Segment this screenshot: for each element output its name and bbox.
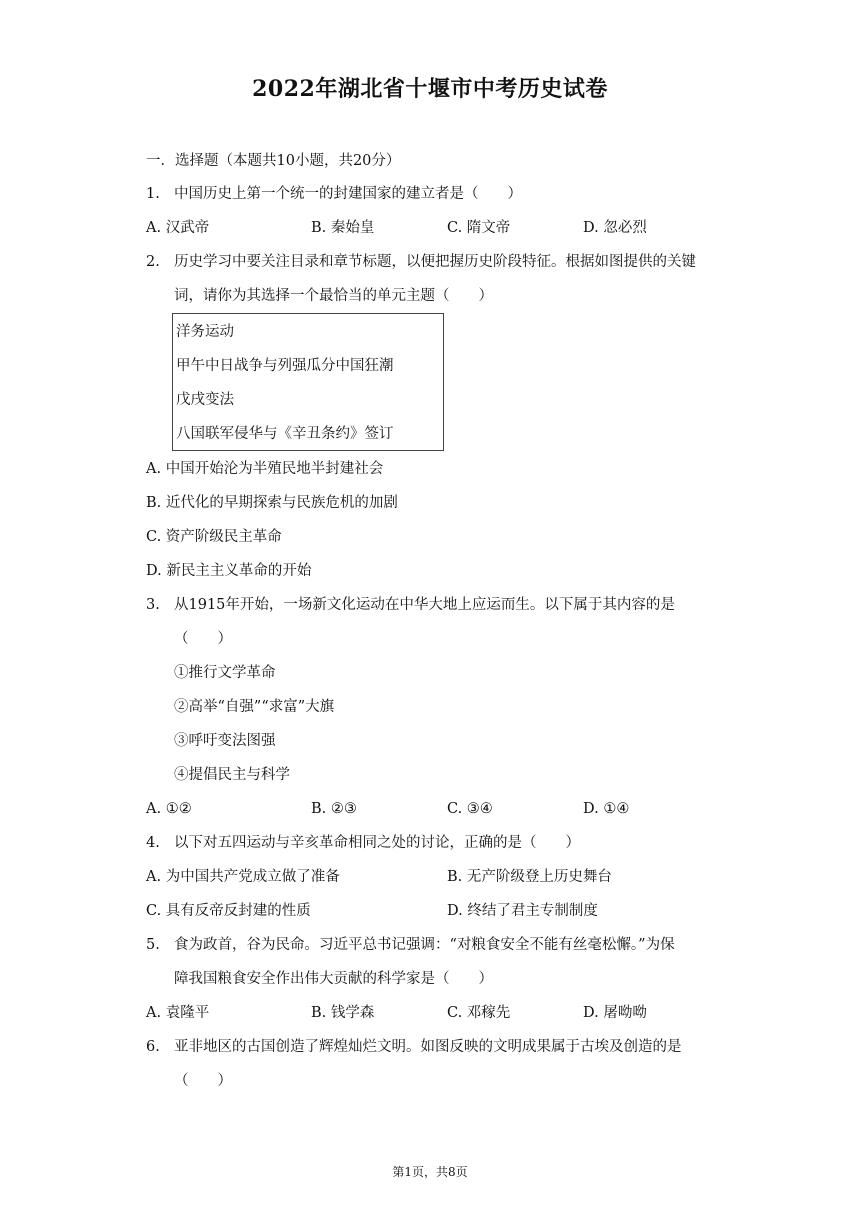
question-4-option-d[interactable]: D. 终结了君主专制制度 (447, 903, 598, 919)
question-3-item: ③呼吁变法图强 (174, 733, 276, 749)
keyword-box-item: 甲午中日战争与列强瓜分中国狂潮 (176, 358, 394, 374)
question-2-stem-line-2: 词，请你为其选择一个最恰当的单元主题（ ） (174, 288, 493, 304)
question-1-option-c[interactable]: C. 隋文帝 (447, 220, 511, 236)
question-4-option-b[interactable]: B. 无产阶级登上历史舞台 (447, 869, 612, 885)
question-4-stem: 以下对五四运动与辛亥革命相同之处的讨论，正确的是（ ） (174, 835, 580, 851)
question-5-option-b[interactable]: B. 钱学森 (311, 1005, 375, 1021)
question-4-option-a[interactable]: A. 为中国共产党成立做了准备 (146, 869, 340, 885)
question-3-stem-line-2: （ ） (174, 631, 232, 647)
page-footer: 第1页，共8页 (392, 1165, 468, 1179)
question-2-option-d[interactable]: D. 新民主主义革命的开始 (146, 563, 312, 579)
question-5-option-c[interactable]: C. 邓稼先 (447, 1005, 511, 1021)
question-3-option-b[interactable]: B. ②③ (311, 801, 357, 817)
question-3-stem-line-1: 从1915年开始，一场新文化运动在中华大地上应运而生。以下属于其内容的是 (174, 597, 675, 613)
keyword-box-item: 洋务运动 (176, 324, 234, 340)
question-1-stem: 中国历史上第一个统一的封建国家的建立者是（ ） (174, 186, 522, 202)
question-2-stem-line-1: 历史学习中要关注目录和章节标题，以便把握历史阶段特征。根据如图提供的关键 (174, 254, 696, 270)
question-1-number: 1. (146, 186, 160, 202)
keyword-box (172, 313, 444, 451)
question-6-stem-line-1: 亚非地区的古国创造了辉煌灿烂文明。如图反映的文明成果属于古埃及创造的是 (174, 1039, 682, 1055)
question-2-option-c[interactable]: C. 资产阶级民主革命 (146, 529, 282, 545)
question-3-item: ④提倡民主与科学 (174, 767, 290, 783)
question-5-number: 5. (146, 937, 160, 953)
question-6-number: 6. (146, 1039, 160, 1055)
question-2-option-b[interactable]: B. 近代化的早期探索与民族危机的加剧 (146, 495, 398, 511)
question-1-option-b[interactable]: B. 秦始皇 (311, 220, 375, 236)
question-2-number: 2. (146, 254, 160, 270)
section-heading: 一．选择题（本题共10小题，共20分） (146, 153, 401, 169)
question-6-stem-line-2: （ ） (174, 1073, 232, 1089)
question-5-stem-line-1: 食为政首，谷为民命。习近平总书记强调：“对粮食安全不能有丝毫松懈。”为保 (174, 937, 675, 953)
question-4-option-c[interactable]: C. 具有反帝反封建的性质 (146, 903, 311, 919)
page-title: 2022年湖北省十堰市中考历史试卷 (252, 76, 608, 102)
keyword-box-item: 戊戌变法 (176, 392, 234, 408)
question-2-option-a[interactable]: A. 中国开始沦为半殖民地半封建社会 (146, 461, 384, 477)
question-3-item: ①推行文学革命 (174, 665, 276, 681)
question-5-stem-line-2: 障我国粮食安全作出伟大贡献的科学家是（ ） (174, 971, 493, 987)
keyword-box-item: 八国联军侵华与《辛丑条约》签订 (176, 426, 394, 442)
question-1-option-d[interactable]: D. 忽必烈 (583, 220, 647, 236)
question-4-number: 4. (146, 835, 160, 851)
question-1-option-a[interactable]: A. 汉武帝 (146, 220, 210, 236)
question-5-option-a[interactable]: A. 袁隆平 (146, 1005, 210, 1021)
question-5-option-d[interactable]: D. 屠呦呦 (583, 1005, 647, 1021)
question-3-option-a[interactable]: A. ①② (146, 801, 192, 817)
question-3-option-c[interactable]: C. ③④ (447, 801, 493, 817)
question-3-option-d[interactable]: D. ①④ (583, 801, 630, 817)
question-3-number: 3. (146, 597, 160, 613)
question-3-item: ②高举“自强”“求富”大旗 (174, 699, 335, 715)
